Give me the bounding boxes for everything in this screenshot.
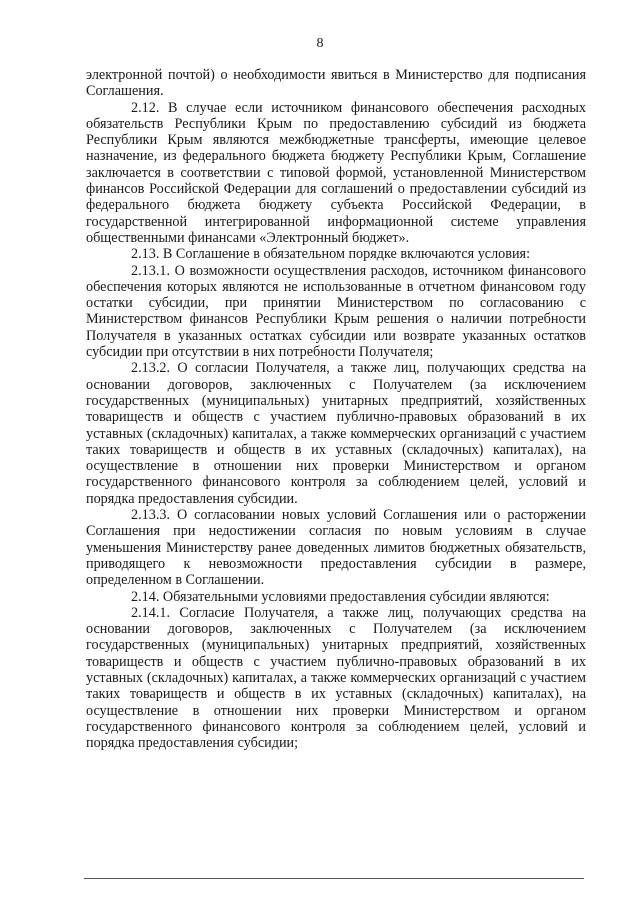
paragraph-2-13-2: 2.13.2. О согласии Получателя, а также лиц, получающих средства на основании договоров, заключенных с Получателем (за исключением государственных (муниципальных) унитарных предприятий, хозяйственных товариществ и обществ с участием публично-правовых образований в их уставных (складочных) капиталах, а также коммерческих организаций с участием таких товариществ и обществ в их уставных (складочных) капиталах), на осуществление в отношении них проверки Министерством и органом государственного финансового контроля за соблюдением целей, условий и порядка предоставления субсидии. [86, 360, 586, 507]
paragraph-2-13-1: 2.13.1. О возможности осуществления расходов, источником финансового обеспечения которых являются не использованные в отчетном финансовом году остатки субсидии, при принятии Министерством по согласованию с Министерством финансов Республики Крым решения о наличии потребности Получателя в указанных остатках субсидии или возврате указанных остатков субсидии при отсутствии в них потребности Получателя; [86, 262, 586, 361]
paragraph-2-14: 2.14. Обязательными условиями предоставления субсидии являются: [131, 588, 550, 605]
paragraph-2-14-1: 2.14.1. Согласие Получателя, а также лиц, получающих средства на основании договоров, заключенных с Получателем (за исключением государственных (муниципальных) унитарных предприятий, хозяйственных товариществ и обществ с участием публично-правовых образований в их уставных (складочных) капиталах, а также коммерческих организаций с участием таких товариществ и обществ в их уставных (складочных) капиталах), на осуществление в отношении них проверки Министерством и органом государственного финансового контроля за соблюдением целей, условий и порядка предоставления субсидии; [86, 604, 586, 752]
paragraph-2-13-3: 2.13.3. О согласовании новых условий Соглашения или о расторжении Соглашения при недостижении согласия по новым условиям в случае уменьшения Министерству ранее доведенных лимитов бюджетных обязательств, приводящего к невозможности предоставления субсидии в размере, определенном в Соглашении. [86, 507, 586, 589]
document-body [86, 67, 586, 751]
paragraph-2-12: 2.12. В случае если источником финансового обеспечения расходных обязательств Республики Крым по предоставлению субсидий из бюджета Республики Крым являются межбюджетные трансферты, имеющие целевое назначение, из федерального бюджета бюджету Республики Крым, Соглашение заключается в соответствии с типовой формой, установленной Министерством финансов Российской Федерации для соглашений о предоставлении субсидий из федерального бюджета бюджету субъекта Российской Федерации, в государственной интегрированной информационной системе управления общественными финансами «Электронный бюджет». [86, 99, 586, 246]
page-number: 8 [316, 36, 324, 51]
paragraph-2-13: 2.13. В Соглашение в обязательном порядке включаются условия: [131, 246, 531, 263]
footer-divider [84, 878, 584, 879]
paragraph-continuation: электронной почтой) о необходимости явиться в Министерство для подписания Соглашения. [86, 67, 586, 100]
